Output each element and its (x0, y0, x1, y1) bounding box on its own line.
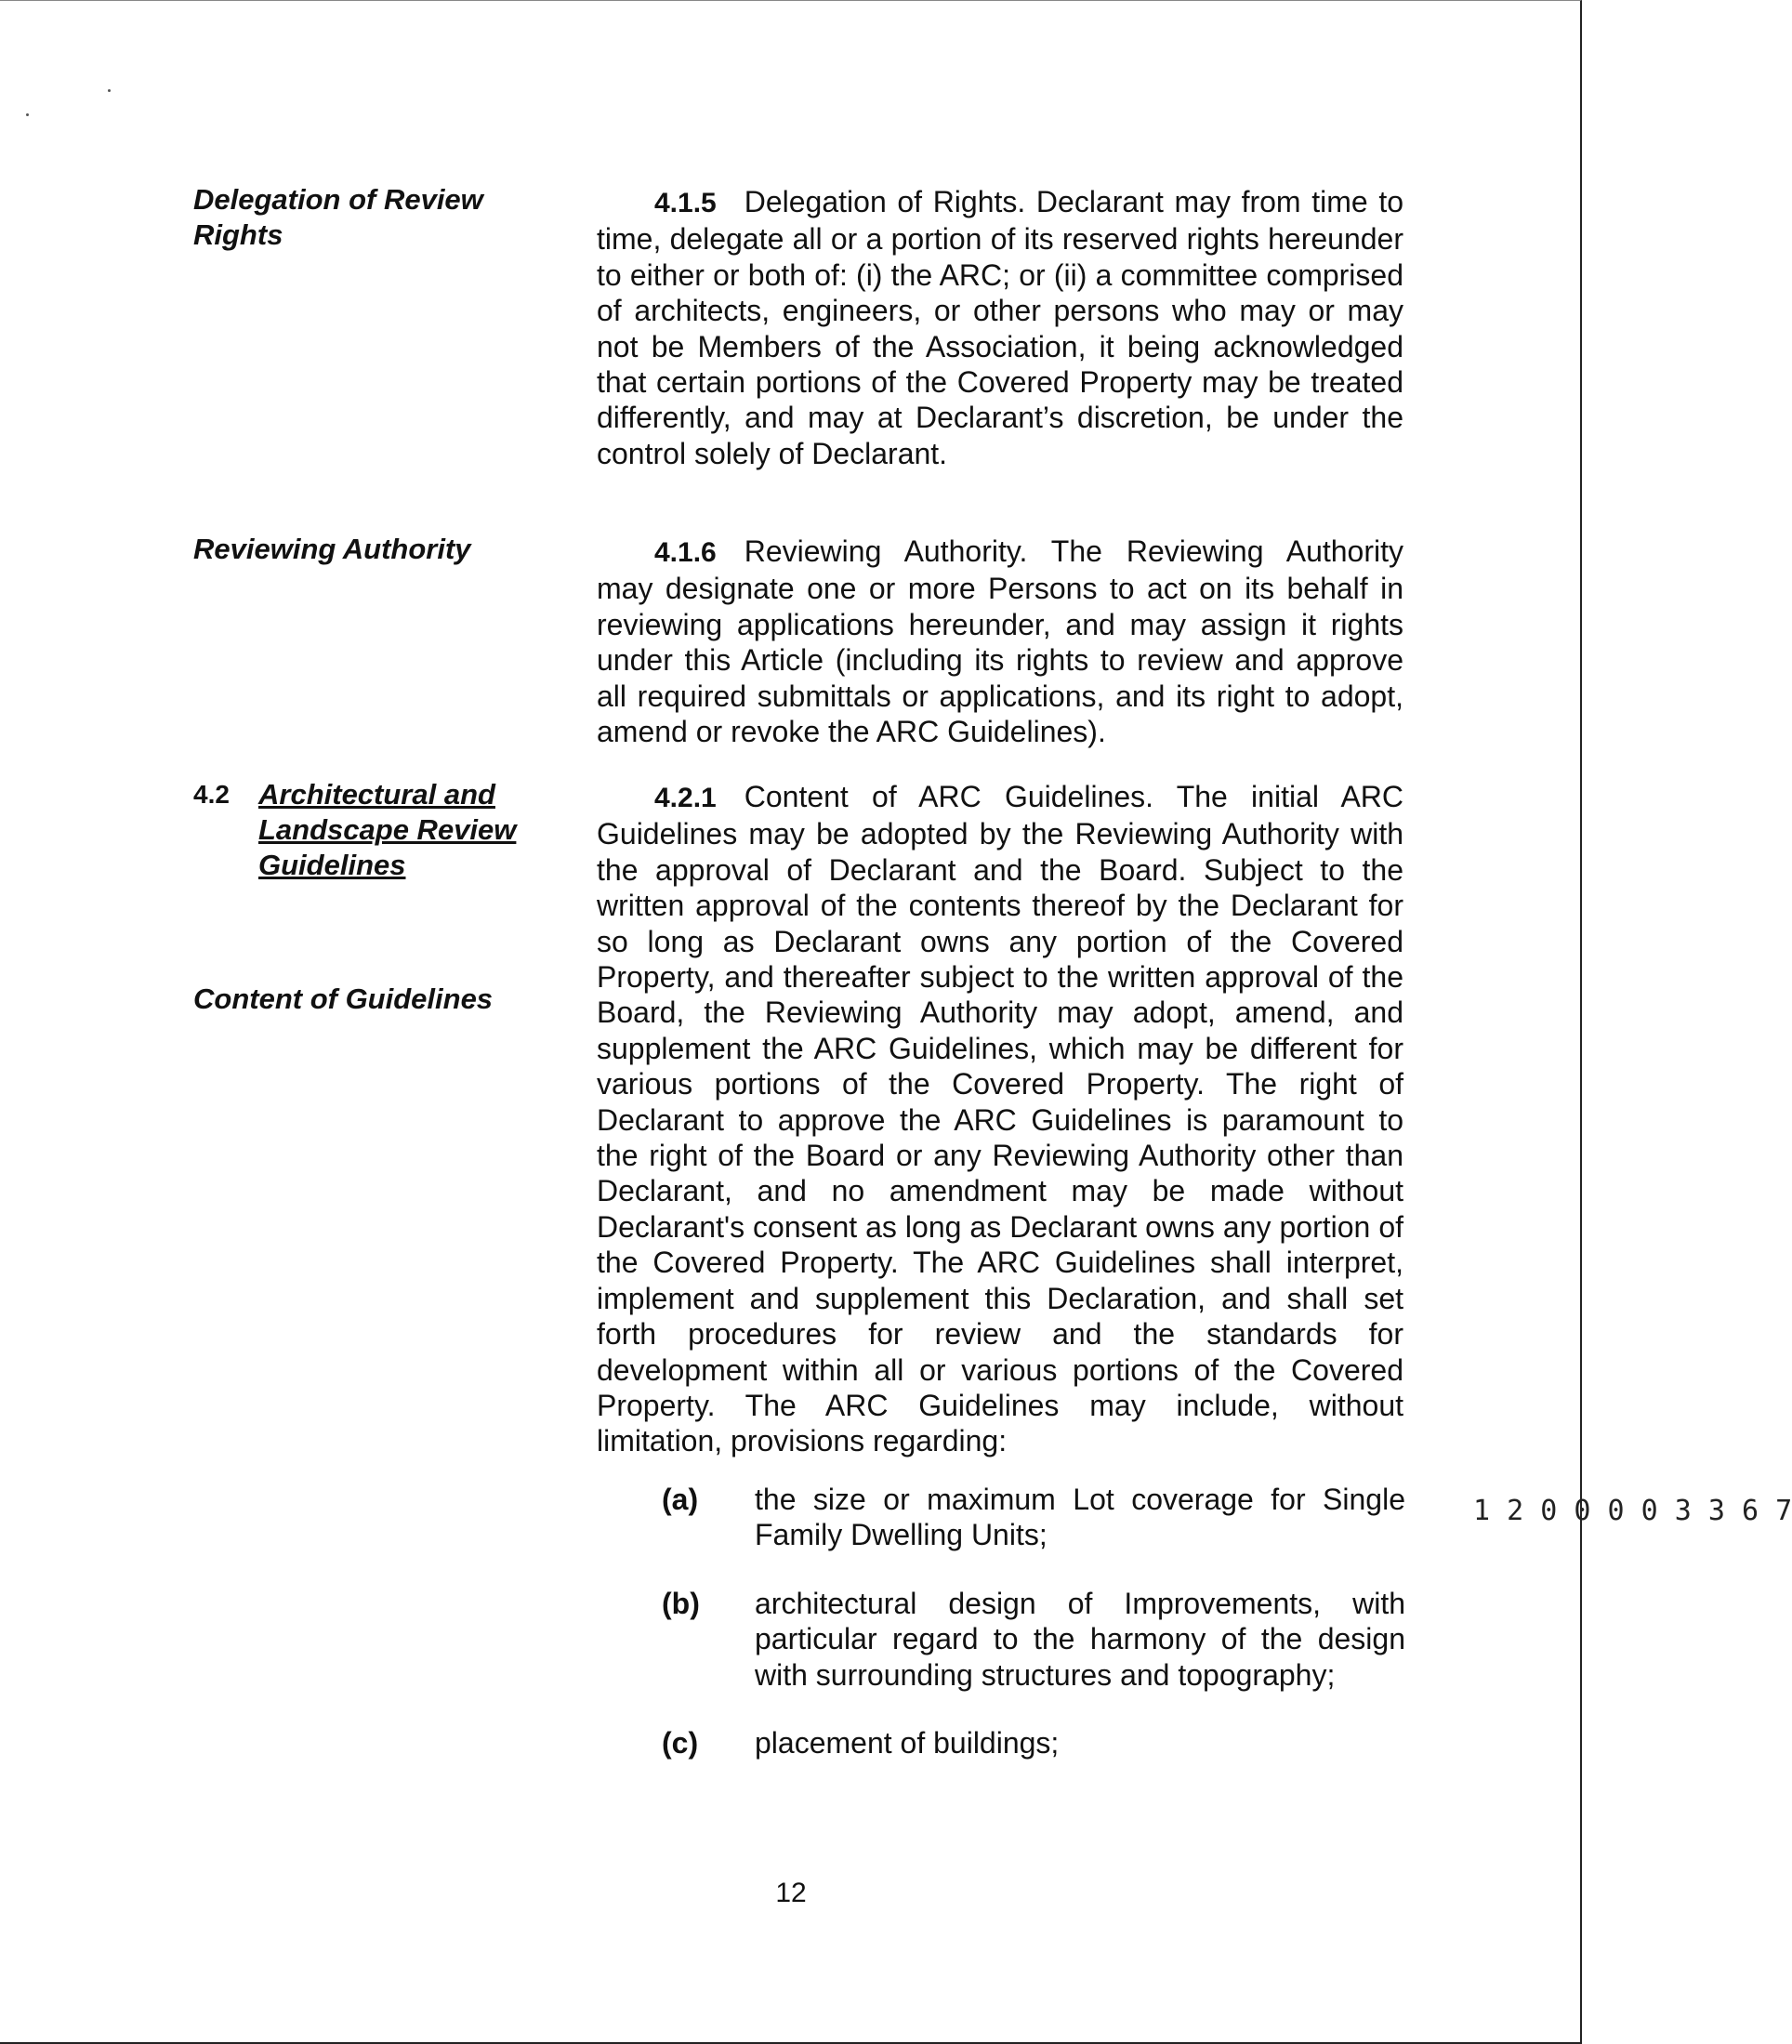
paragraph-4-1-5 (597, 184, 1403, 471)
section-number: 4.2 (193, 780, 230, 809)
list-label: (a) (662, 1483, 699, 1516)
paragraph-4-1-6 (597, 534, 1403, 749)
list-label: (c) (662, 1726, 699, 1760)
list-item-c (662, 1725, 1405, 1760)
paragraph-text: Content of ARC Guidelines. The initial ARC Guidelines may be adopted by the Reviewing Authority with the approval of Declarant and the Board. Subject to the written approval of the contents thereof by the Declarant for so long as Declarant owns any portion of the Covered Property, and thereafter subject to the written approval of the Board, the Reviewing Authority may adopt, amend, and supplement the ARC Guidelines, which may be different for various portions of the Covered Property. The right of Declarant to approve the ARC Guidelines is paramount to the right of the Board or any Reviewing Authority other than Declarant, and no amendment may be made without Declarant's consent as long as Declarant owns any portion of the Covered Property. The ARC Guidelines shall interpret, implement and supplement this Declaration, and shall set forth procedures for review and the standards for development within all or various portions of the Covered Property. The ARC Guidelines may include, without limitation, provisions regarding: (597, 780, 1403, 1458)
list-text: the size or maximum Lot coverage for Single Family Dwelling Units; (755, 1483, 1405, 1552)
section-title: Architectural and Landscape Review Guidelines (258, 778, 517, 881)
scan-speck (108, 89, 111, 92)
scan-speck (26, 113, 29, 116)
sidebar-heading-architectural (193, 777, 565, 883)
section-number: 4.2.1 (654, 783, 717, 813)
list-label: (b) (662, 1587, 700, 1620)
section-number: 4.1.6 (654, 537, 717, 568)
sidebar-heading-reviewing-authority: Reviewing Authority (193, 533, 471, 565)
page-number: 12 (775, 1878, 807, 1908)
paragraph-text: Reviewing Authority. The Reviewing Authority may designate one or more Persons to act on its behalf in reviewing applications hereunder, and may assign it rights under this Article (including its rights to review and approve all required submittals or applications, and its right to adopt, amend or revoke the ARC Guidelines). (597, 534, 1403, 749)
paragraph-text: Delegation of Rights. Declarant may from time to time, delegate all or a portion of its reserved rights hereunder to either or both of: (i) the ARC; or (ii) a committee comprised of architects, engineers, or other persons who may or may not be Members of the Association, it being acknowledged that certain portions of the Covered Property may be treated differently, and may at Declarant’s discretion, be under the control solely of Declarant. (597, 185, 1403, 470)
list-item-b (662, 1586, 1405, 1693)
paragraph-4-2-1 (597, 779, 1403, 1459)
list-item-a (662, 1482, 1405, 1553)
sidebar-heading-delegation: Delegation of Review Rights (193, 183, 483, 251)
list-text: placement of buildings; (755, 1726, 1060, 1760)
sidebar-heading-content: Content of Guidelines (193, 982, 494, 1015)
list-text: architectural design of Improvements, with particular regard to the harmony of the design with surrounding structures and topography; (755, 1587, 1405, 1692)
document-stamp-number: 1 2 0 0 0 0 3 3 6 7 (1473, 1495, 1792, 1527)
section-number: 4.1.5 (654, 188, 717, 218)
